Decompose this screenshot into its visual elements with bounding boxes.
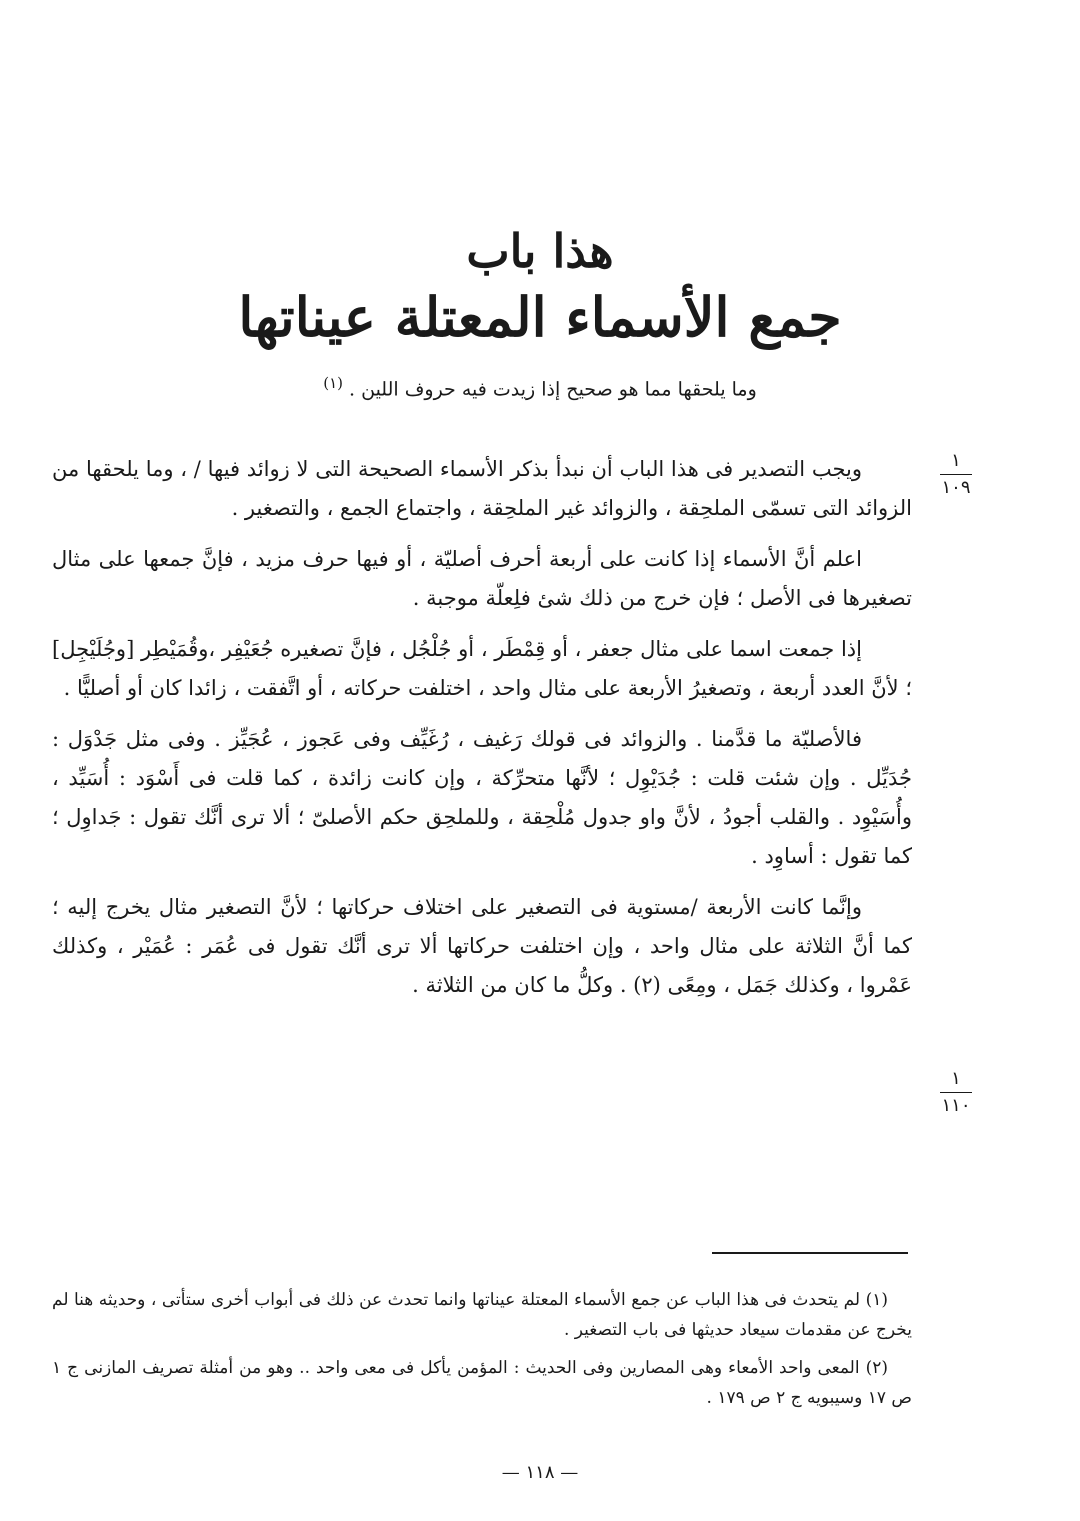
margin-folio-bar	[940, 474, 972, 475]
margin-folio-bottom: ١٠٩	[941, 477, 971, 498]
paragraph: اعلم أنَّ الأسماء إذا كانت على أربعة أحرف أصليّة ، أو فيها حرف مزيد ، فإنَّ جمعها على مثال تصغيرها فى الأصل ؛ فإن خرج من ذلك شئ فلِعلّة موجبة .	[52, 547, 912, 610]
chapter-subtitle	[200, 368, 880, 404]
paragraph: ويجب التصدير فى هذا الباب أن نبدأ بذكر الأسماء الصحيحة التى لا زوائد فيها / ، وما يلحقها من الزوائد التى تسمّى الملحِقة ، والزوائد غير الملحِقة ، واجتماع الجمع ، والتصغير .	[52, 457, 912, 520]
chapter-heading-line1: هذا باب	[466, 224, 614, 278]
footnote-reference: (١)	[323, 374, 343, 392]
footnote: (١) لم يتحدث فى هذا الباب عن جمع الأسماء المعتلة عيناتها وانما تحدث عن ذلك فى أبواب أخرى ستأتى ، وحديثه هنا لم يخرج عن مقدمات سيعاد حديثها فى باب التصغير .	[52, 1290, 912, 1340]
margin-folio-bottom: ١١٠	[941, 1095, 971, 1116]
margin-folio-note	[936, 450, 976, 499]
chapter-heading-line2: جمع الأسماء المعتلة عيناتها	[238, 285, 842, 349]
footnote: (٢) المعى واحد الأمعاء وهى المصارين وفى الحديث : المؤمن يأكل فى معى واحد .. وهو من أمثلة تصريف المازنى ج ١ ص ١٧ وسيبويه ج ٢ ص ١٧٩ .	[52, 1358, 912, 1408]
margin-folio-bar	[940, 1092, 972, 1093]
page-number: — ١١٨ —	[501, 1462, 579, 1483]
chapter-heading	[0, 222, 1080, 352]
main-text	[52, 450, 912, 1017]
paragraph: فالأصليّة ما قدَّمنا . والزوائد فى قولك رَغيف ، رُغَيِّف وفى عَجوز ، عُجَيِّز . وفى مثل جَدْوَل : جُدَيِّل . وإن شئت قلت : جُدَيْوِل ؛ لأنَّها متحرِّكة ، وإن كانت زائدة ، كما قلت فى أَسْوَد : أُسَيِّد ، وأُسَيْوِد . والقلب أجودُ ، لأنَّ واو جدول مُلْحِقة ، وللملحِق حكم الأصلىّ ؛ ألا ترى أنَّك تقول : جَداوِل ؛ كما تقول : أساوِد .	[52, 727, 912, 868]
footnotes	[52, 1285, 912, 1421]
chapter-subtitle-text: وما يلحقها مما هو صحيح إذا زيدت فيه حروف اللين .	[349, 378, 757, 401]
margin-folio-note	[936, 1068, 976, 1117]
paragraph: وإنَّما كانت الأربعة /مستوية فى التصغير على اختلاف حركاتها ؛ لأنَّ التصغير مثال يخرج إليه ؛ كما أنَّ الثلاثة على مثال واحد ، وإن اختلفت حركاتها ألا ترى أنَّك تقول فى عُمَر : عُمَيْر ، وكذلك عَمْروا ، وكذلك جَمَل ، ومِعًى (٢) . وكلُّ ما كان من الثلاثة .	[52, 895, 912, 997]
margin-folio-top: ١	[951, 1068, 961, 1089]
paragraph: إذا جمعت اسما على مثال جعفر ، أو قِمْطَر ، أو جُلْجُل ، فإنَّ تصغيره جُعَيْفِر ،وقُمَيْطِر [وجُلَيْجِل] ؛ لأنَّ العدد أربعة ، وتصغيرُ الأربعة على مثال واحد ، اختلفت حركاته ، أو اتَّفقت ، زائدا كان أو أصليًّا .	[52, 637, 912, 700]
margin-folio-top: ١	[951, 450, 961, 471]
footnote-divider	[712, 1252, 908, 1254]
